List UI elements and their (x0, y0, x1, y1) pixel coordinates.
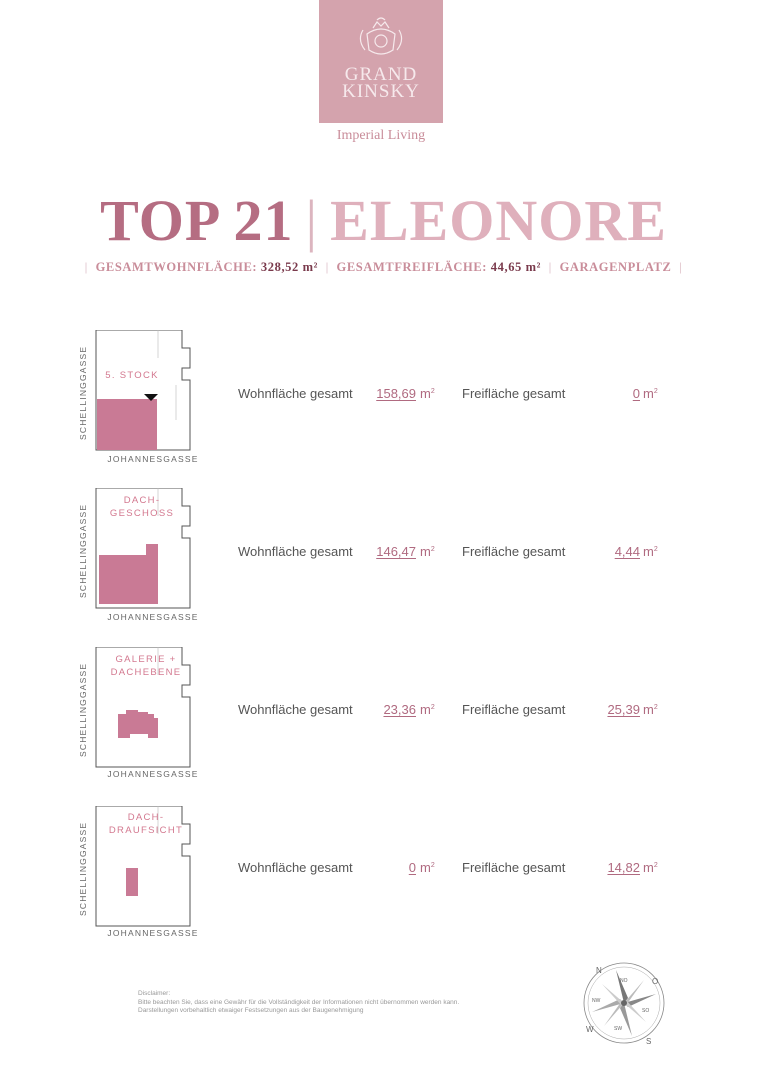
living-area-unit: $m^2$ (420, 860, 435, 875)
compass-s: S (646, 1037, 652, 1046)
floor-label-line2: GESCHOSS (109, 508, 175, 519)
outdoor-area-value: 14,82 (607, 860, 640, 875)
floor-label-line2: DACHEBENE (110, 667, 182, 678)
compass-n: N (596, 966, 602, 975)
total-living-area-label: GESAMTWOHNFLÄCHE: (95, 260, 258, 274)
street-label-johannesgasse: JOHANNESGASSE (107, 612, 199, 622)
living-area-value: 146,47 (376, 544, 416, 559)
street-label-schellinggasse: SCHELLINGGASSE (78, 503, 88, 599)
outdoor-area-label: Freifläche gesamt (462, 386, 566, 401)
summary-divider: | (548, 260, 552, 274)
street-label-johannesgasse: JOHANNESGASSE (107, 454, 199, 464)
living-area-unit: $m^2$ (420, 544, 435, 559)
floor-plan-5-stock (78, 330, 208, 455)
living-area-label: Wohnfläche gesamt (238, 702, 353, 717)
floor-label-line1: DACH- (127, 812, 165, 823)
outdoor-area-value: 4,44 (614, 544, 640, 559)
outdoor-area-unit: $m^2$ (643, 702, 658, 717)
title-separator: | (305, 188, 319, 253)
street-label-johannesgasse: JOHANNESGASSE (107, 769, 199, 779)
title-name: ELEONORE (330, 188, 667, 253)
summary-divider: | (679, 260, 683, 274)
outdoor-area-unit: $m^2$ (643, 386, 658, 401)
disclaimer-line2: Darstellungen vorbehaltlich etwaiger Festsetzungen aus der Baugenehmigung (138, 1007, 364, 1014)
floor-label (102, 494, 182, 520)
living-area-unit: $m^2$ (420, 386, 435, 401)
street-label-schellinggasse: SCHELLINGGASSE (78, 345, 88, 441)
floor-row-5-stock (78, 330, 678, 470)
floor-row-dach-draufsicht (78, 806, 678, 946)
outdoor-area-value: 0 (632, 386, 640, 401)
brand-logo (319, 0, 443, 123)
living-area-value: 23,36 (383, 702, 416, 717)
disclaimer-heading: Disclaimer: (138, 990, 171, 997)
total-living-area-value: 328,52 m² (260, 260, 318, 274)
floor-label (102, 811, 190, 837)
outdoor-area-unit: $m^2$ (643, 544, 658, 559)
living-area-value: 158,69 (376, 386, 416, 401)
compass-rose-icon (578, 960, 670, 1046)
compass-sw: SW (614, 1026, 623, 1032)
living-area-label: Wohnfläche gesamt (238, 386, 353, 401)
floor-label: 5. STOCK (105, 370, 159, 381)
summary-divider: | (325, 260, 329, 274)
page-title (0, 186, 767, 256)
outdoor-area-label: Freifläche gesamt (462, 544, 566, 559)
total-outdoor-area-label: GESAMTFREIFLÄCHE: (336, 260, 488, 274)
floor-label-line1: GALERIE + (115, 654, 177, 665)
disclaimer (138, 990, 558, 1016)
street-label-schellinggasse: SCHELLINGGASSE (78, 662, 88, 758)
floor-label-line1: DACH- (123, 495, 161, 506)
compass-nw: NW (592, 998, 601, 1004)
outdoor-area-unit: $m^2$ (643, 860, 658, 875)
outdoor-area-label: Freifläche gesamt (462, 702, 566, 717)
area-summary (0, 260, 767, 275)
living-area-label: Wohnfläche gesamt (238, 860, 353, 875)
living-area-label: Wohnfläche gesamt (238, 544, 353, 559)
living-area-value: 0 (408, 860, 416, 875)
crest-icon (319, 0, 443, 66)
compass-so: SO (642, 1008, 650, 1014)
disclaimer-line1: Bitte beachten Sie, dass eine Gewähr für die Vollständigkeit der Informationen nicht übernommen werden kann. (138, 998, 460, 1006)
summary-divider: | (84, 260, 88, 274)
floor-label-line2: DRAUFSICHT (108, 825, 184, 836)
floor-row-dachgeschoss (78, 488, 678, 628)
brand-name-line2: KINSKY (342, 81, 420, 102)
parking-label: GARAGENPLATZ (559, 260, 672, 274)
street-label-johannesgasse: JOHANNESGASSE (107, 928, 199, 938)
compass-o: O (652, 977, 659, 986)
outdoor-area-value: 25,39 (607, 702, 640, 717)
living-area-unit: $m^2$ (420, 702, 435, 717)
title-unit: TOP 21 (100, 188, 294, 253)
street-label-schellinggasse: SCHELLINGGASSE (78, 821, 88, 917)
compass-no: NO (620, 978, 628, 984)
floor-label (102, 653, 190, 679)
brand-name-line1: GRAND (344, 64, 418, 85)
outdoor-area-label: Freifläche gesamt (462, 860, 566, 875)
floor-row-galerie-dachebene (78, 647, 678, 787)
brand-tagline: Imperial Living (336, 128, 426, 143)
compass-w: W (586, 1025, 594, 1034)
total-outdoor-area-value: 44,65 m² (490, 260, 541, 274)
